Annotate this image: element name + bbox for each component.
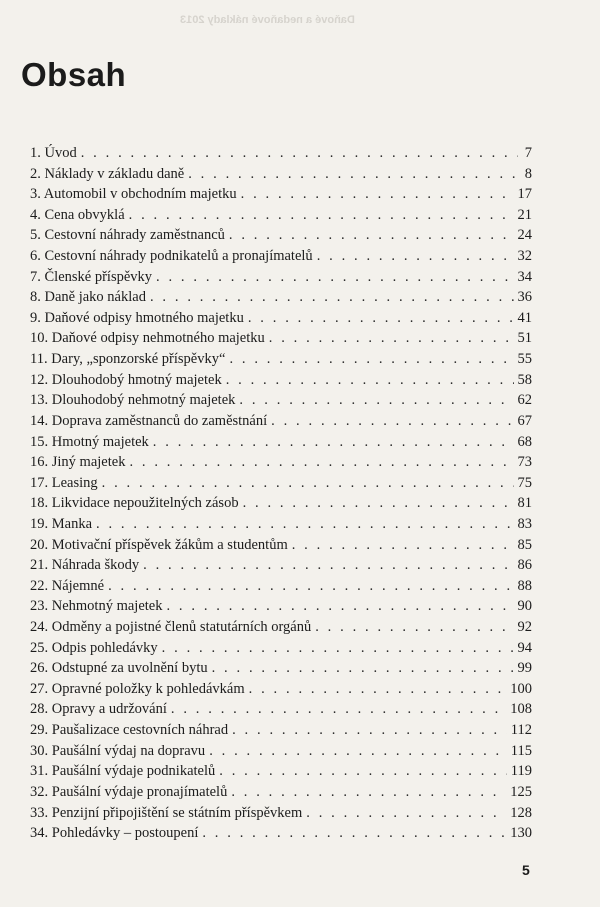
toc-entry[interactable] (30, 370, 532, 391)
toc-entry-page: 119 (510, 763, 532, 780)
toc-entry[interactable] (30, 493, 532, 514)
toc-entry-page: 88 (517, 577, 532, 594)
toc-entry-title: 11. Dary, „sponzorské příspěvky“ (30, 351, 226, 368)
toc-entry[interactable] (30, 267, 532, 288)
toc-entry-title: 22. Nájemné (30, 577, 105, 594)
dot-leader (269, 328, 514, 349)
toc-entry[interactable] (30, 658, 532, 679)
toc-entry-title: 31. Paušální výdaje podnikatelů (30, 763, 216, 780)
toc-entry[interactable] (30, 638, 532, 659)
dot-leader (96, 514, 513, 535)
toc-entry-title: 18. Likvidace nepoužitelných zásob (30, 495, 239, 512)
toc-entry[interactable] (30, 596, 532, 617)
dot-leader (317, 246, 514, 267)
toc-entry-page: 99 (517, 660, 532, 677)
dot-leader (271, 411, 513, 432)
toc-entry[interactable] (30, 411, 532, 432)
bleed-through-header: Daňové a nedaňové náklady 2013 (180, 14, 355, 26)
toc-entry-page: 85 (517, 536, 532, 553)
toc-entry-title: 8. Daně jako náklad (30, 289, 146, 306)
toc-entry-page: 17 (517, 186, 532, 203)
toc-entry[interactable] (30, 473, 532, 494)
toc-entry-page: 92 (517, 619, 532, 636)
dot-leader (188, 164, 518, 185)
toc-entry[interactable] (30, 184, 532, 205)
dot-leader (81, 143, 518, 164)
dot-leader (108, 576, 513, 597)
dot-leader (212, 658, 514, 679)
toc-entry-page: 34 (517, 268, 532, 285)
dot-leader (226, 370, 514, 391)
toc-entry-title: 28. Opravy a udržování (30, 701, 167, 718)
dot-leader (153, 432, 514, 453)
toc-entry-page: 51 (517, 330, 532, 347)
toc-entry[interactable] (30, 328, 532, 349)
toc-entry-page: 128 (510, 804, 532, 821)
toc-entry-title: 14. Doprava zaměstnanců do zaměstnání (30, 412, 268, 429)
toc-entry-title: 29. Paušalizace cestovních náhrad (30, 722, 229, 739)
dot-leader (209, 741, 507, 762)
toc-entry-title: 21. Náhrada škody (30, 557, 140, 574)
dot-leader (239, 390, 513, 411)
toc-entry-title: 32. Paušální výdaje pronajímatelů (30, 783, 228, 800)
toc-entry[interactable] (30, 143, 532, 164)
page-title: Obsah (21, 56, 127, 93)
toc-entry-page: 7 (524, 145, 532, 161)
toc-entry[interactable] (30, 452, 532, 473)
toc-entry-title: 27. Opravné položky k pohledávkám (30, 680, 245, 697)
toc-entry-title: 4. Cena obvyklá (30, 206, 125, 223)
toc-entry-title: 24. Odměny a pojistné členů statutárních orgánů (30, 619, 312, 636)
toc-entry-page: 75 (517, 474, 532, 491)
dot-leader (102, 473, 514, 494)
toc-entry[interactable] (30, 782, 532, 803)
dot-leader (219, 761, 507, 782)
toc-entry-page: 36 (517, 289, 532, 306)
toc-entry-title: 15. Hmotný majetek (30, 433, 149, 450)
toc-entry-title: 13. Dlouhodobý nehmotný majetek (30, 392, 236, 409)
toc-entry-title: 23. Nehmotný majetek (30, 598, 163, 615)
toc-entry[interactable] (30, 514, 532, 535)
dot-leader (202, 823, 506, 844)
toc-entry[interactable] (30, 164, 532, 185)
toc-entry-title: 2. Náklady v základu daně (30, 165, 185, 182)
toc-entry[interactable] (30, 803, 532, 824)
dot-leader (166, 596, 513, 617)
toc-entry[interactable] (30, 823, 532, 844)
toc-entry-page: 100 (510, 680, 532, 697)
dot-leader (143, 555, 513, 576)
toc-entry-title: 19. Manka (30, 515, 93, 532)
toc-entry-page: 86 (517, 557, 532, 574)
table-of-contents (30, 143, 532, 844)
toc-entry-title: 30. Paušální výdaj na dopravu (30, 742, 206, 759)
toc-entry-page: 94 (517, 639, 532, 656)
toc-entry-title: 26. Odstupné za uvolnění bytu (30, 660, 208, 677)
toc-entry-page: 41 (517, 309, 532, 326)
toc-entry-title: 12. Dlouhodobý hmotný majetek (30, 371, 222, 388)
toc-entry-title: 20. Motivační příspěvek žákům a studentům (30, 536, 288, 553)
toc-entry-page: 62 (517, 392, 532, 409)
dot-leader (162, 638, 514, 659)
toc-entry[interactable] (30, 225, 532, 246)
toc-entry[interactable] (30, 699, 532, 720)
toc-entry-page: 83 (517, 515, 532, 532)
toc-entry-page: 32 (517, 248, 532, 265)
toc-entry-page: 73 (517, 454, 532, 471)
toc-entry[interactable] (30, 432, 532, 453)
dot-leader (243, 493, 514, 514)
dot-leader (156, 267, 513, 288)
toc-entry[interactable] (30, 205, 532, 226)
toc-entry[interactable] (30, 741, 532, 762)
toc-entry-title: 6. Cestovní náhrady podnikatelů a pronajímatelů (30, 248, 313, 265)
toc-entry[interactable] (30, 349, 532, 370)
toc-entry-title: 25. Odpis pohledávky (30, 639, 158, 656)
toc-entry[interactable] (30, 246, 532, 267)
toc-entry[interactable] (30, 761, 532, 782)
toc-entry-page: 112 (510, 722, 532, 739)
dot-leader (292, 535, 514, 556)
dot-leader (129, 452, 513, 473)
toc-entry-title: 16. Jiný majetek (30, 454, 126, 471)
dot-leader (232, 720, 507, 741)
toc-entry[interactable] (30, 287, 532, 308)
toc-entry[interactable] (30, 555, 532, 576)
toc-entry-page: 90 (517, 598, 532, 615)
toc-entry-title: 34. Pohledávky – postoupení (30, 825, 199, 842)
toc-entry-page: 81 (517, 495, 532, 512)
toc-entry-page: 115 (510, 742, 532, 759)
toc-entry-page: 24 (517, 227, 532, 244)
toc-entry-title: 5. Cestovní náhrady zaměstnanců (30, 227, 225, 244)
dot-leader (231, 782, 506, 803)
dot-leader (306, 803, 506, 824)
toc-entry-title: 7. Členské příspěvky (30, 268, 153, 285)
toc-entry-page: 125 (510, 783, 532, 800)
toc-entry-title: 9. Daňové odpisy hmotného majetku (30, 309, 244, 326)
toc-entry-page: 130 (510, 825, 532, 842)
toc-entry[interactable] (30, 720, 532, 741)
toc-entry-page: 58 (517, 371, 532, 388)
toc-entry-title: 3. Automobil v obchodním majetku (30, 186, 237, 203)
toc-entry[interactable] (30, 679, 532, 700)
dot-leader (248, 308, 514, 329)
dot-leader (150, 287, 514, 308)
toc-entry-page: 8 (524, 165, 532, 182)
dot-leader (229, 349, 513, 370)
dot-leader (171, 699, 506, 720)
toc-entry[interactable] (30, 617, 532, 638)
toc-entry-title: 1. Úvod (30, 145, 77, 161)
toc-entry-page: 21 (517, 206, 532, 223)
dot-leader (241, 184, 514, 205)
toc-entry-page: 67 (517, 412, 532, 429)
toc-entry[interactable] (30, 308, 532, 329)
toc-entry-page: 108 (510, 701, 532, 718)
page-number: 5 (522, 862, 530, 878)
toc-entry-title: 17. Leasing (30, 474, 98, 491)
toc-entry-title: 10. Daňové odpisy nehmotného majetku (30, 330, 265, 347)
dot-leader (315, 617, 513, 638)
toc-entry[interactable] (30, 535, 532, 556)
toc-entry[interactable] (30, 390, 532, 411)
toc-entry-page: 55 (517, 351, 532, 368)
dot-leader (249, 679, 507, 700)
toc-entry[interactable] (30, 576, 532, 597)
dot-leader (129, 205, 514, 226)
toc-entry-page: 68 (517, 433, 532, 450)
toc-entry-title: 33. Penzijní připojištění se státním příspěvkem (30, 804, 303, 821)
dot-leader (229, 225, 514, 246)
